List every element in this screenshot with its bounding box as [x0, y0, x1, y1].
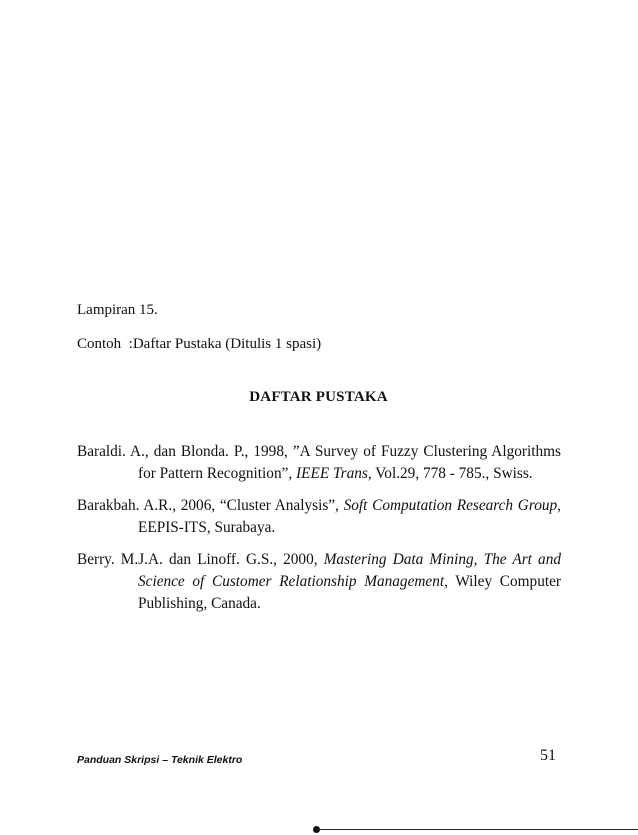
reference-text: Baraldi. A., dan Blonda. P., 1998, ”A Survey of Fuzzy Clustering Algorithms for Pattern Recognition”, [77, 443, 561, 482]
reference-text: , Vol.29, 778 - 785., Swiss. [367, 465, 533, 482]
reference-item [77, 495, 561, 539]
reference-text: Barakbah. A.R., 2006, “Cluster Analysis”, [77, 497, 344, 514]
reference-item [77, 549, 561, 615]
appendix-label: Lampiran 15. [77, 302, 158, 318]
bibliography-heading: DAFTAR PUSTAKA [249, 389, 388, 405]
page-number: 51 [540, 747, 556, 764]
divider-line [317, 829, 638, 830]
reference-italic: Mastering Data Mining, The Art and Science of Customer Relationship Management [138, 551, 561, 590]
footer-title: Panduan Skripsi – Teknik Elektro [77, 754, 243, 766]
example-caption: Contoh :Daftar Pustaka (Ditulis 1 spasi) [77, 336, 322, 352]
reference-item [77, 441, 561, 485]
reference-text: , Wiley Computer Publishing, Canada. [138, 573, 561, 612]
reference-list [77, 441, 561, 625]
reference-italic: Soft Computation Research Group [343, 497, 558, 514]
reference-italic: IEEE Trans [296, 465, 368, 482]
reference-text: Berry. M.J.A. dan Linoff. G.S., 2000, [77, 551, 324, 568]
reference-text: , EEPIS-ITS, Surabaya. [138, 497, 561, 536]
